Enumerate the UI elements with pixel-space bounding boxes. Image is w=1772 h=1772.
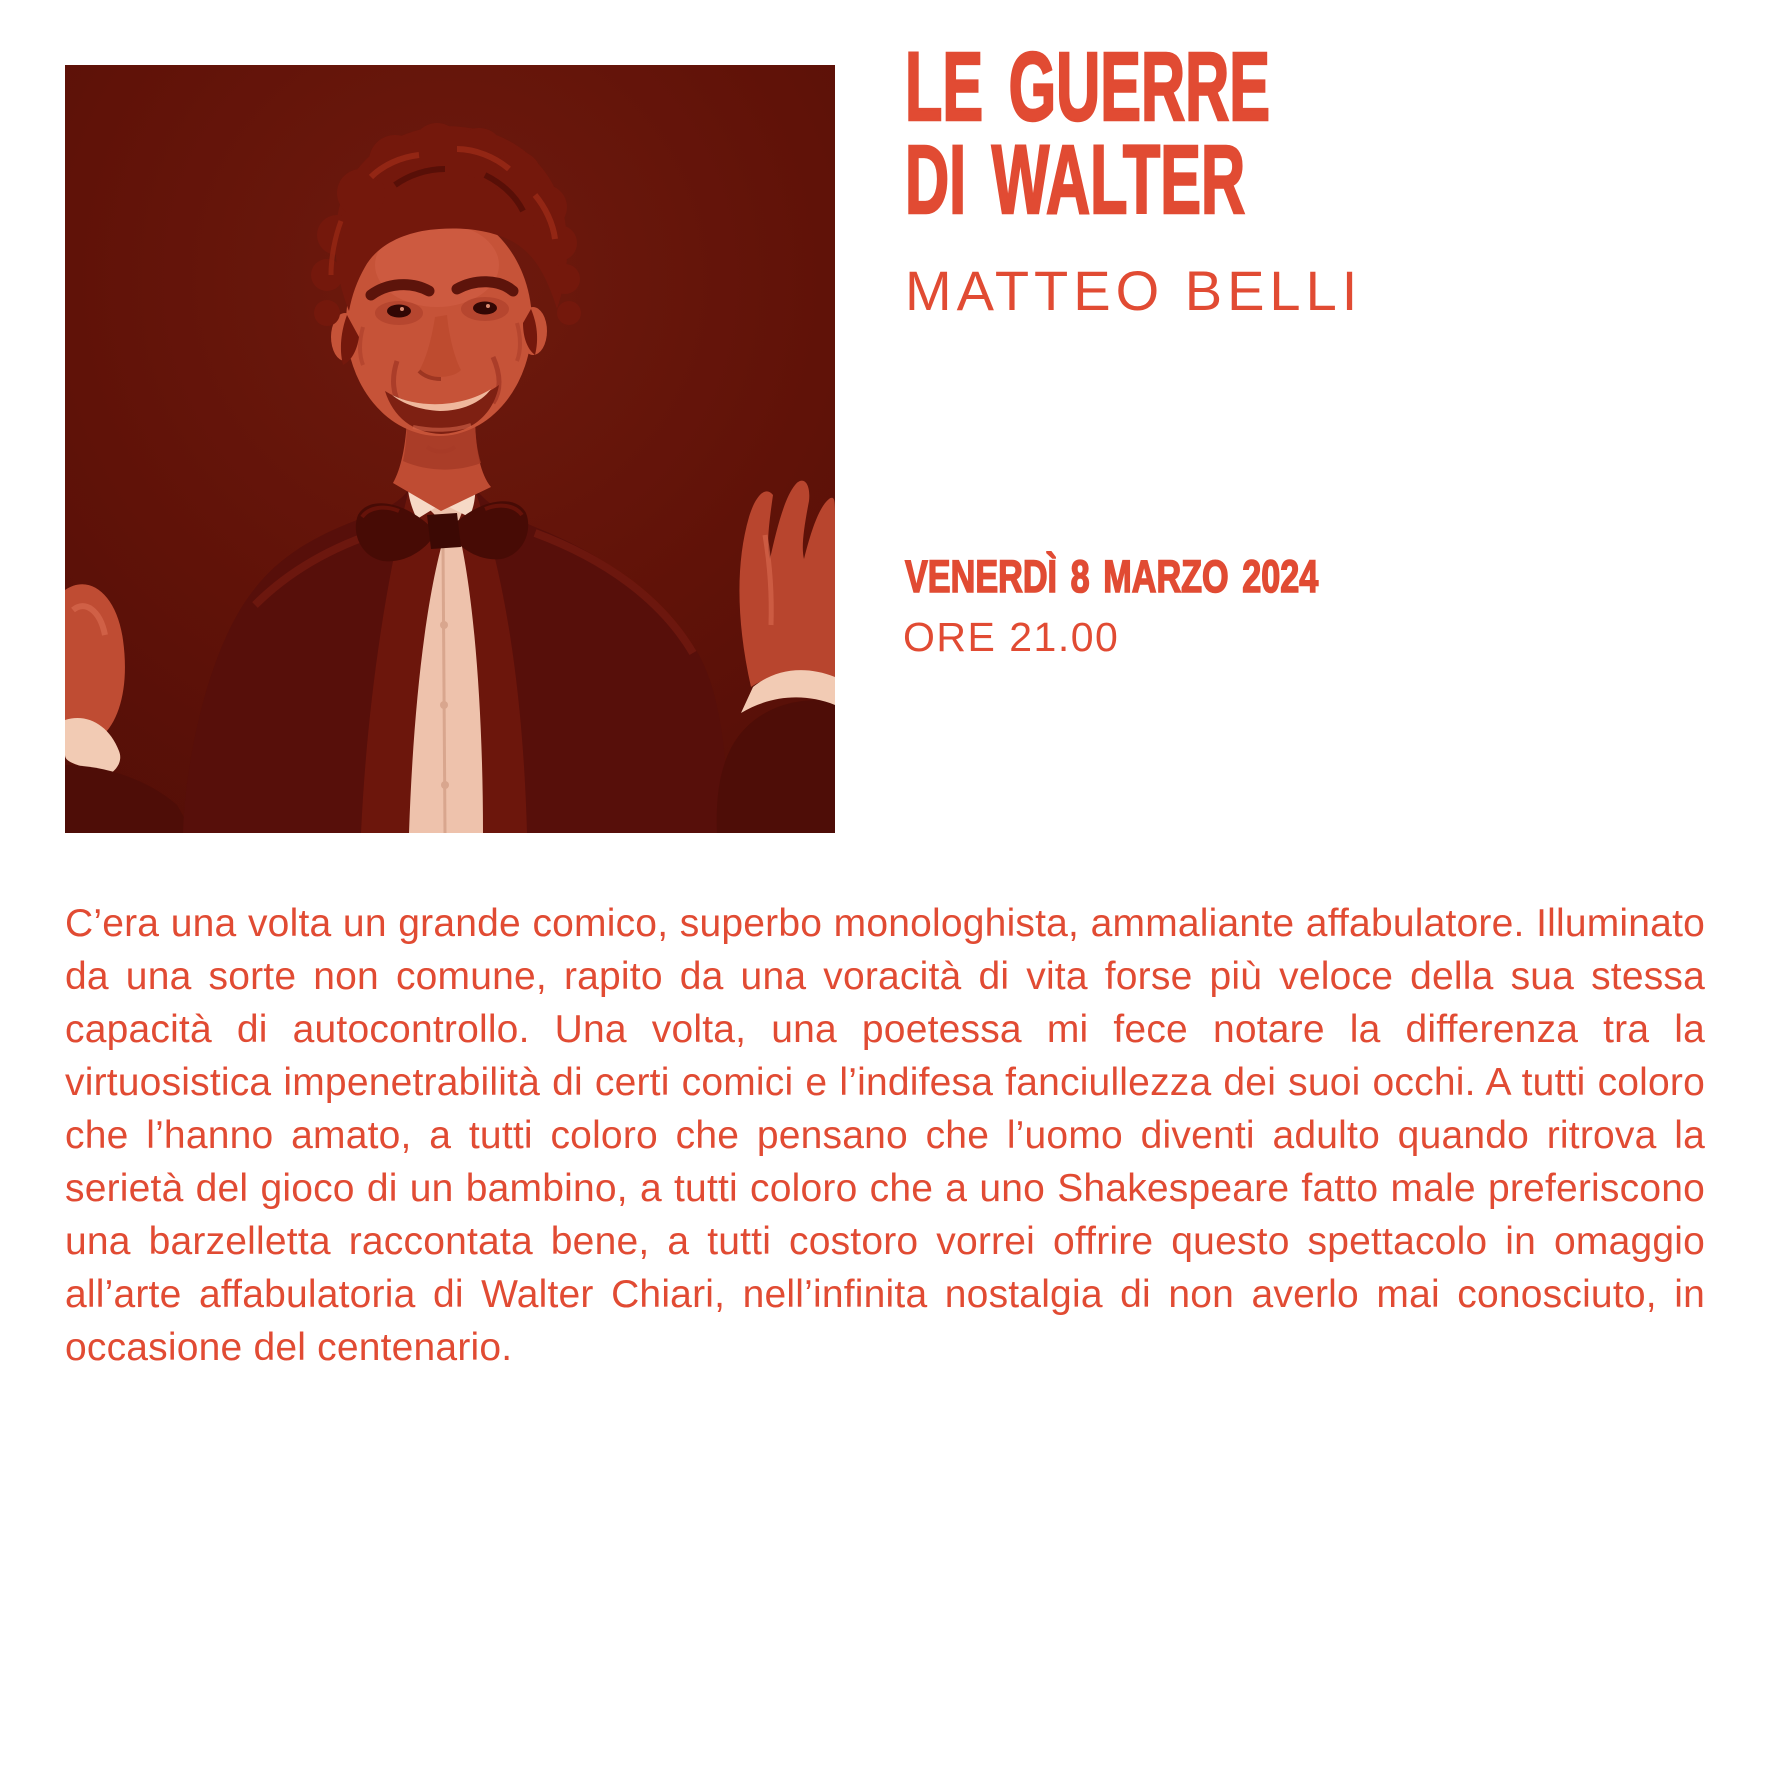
event-time: ORE 21.00 xyxy=(903,614,1120,660)
event-description: C’era una volta un grande comico, superbo monologhista, ammaliante affabulatore. Illuminato da una sorte non comune, rapito da una voracità di vita forse più veloce della sua stessa capacità di autocontrollo. Una volta, una poetessa mi fece notare la differenza tra la virtuosistica impenetrabilità di certi comici e l’indifesa fanciullezza dei suoi occhi. A tutti coloro che l’hanno amato, a tutti coloro che pensano che l’uomo diventi adulto quando ritrova la serietà del gioco di un bambino, a tutti coloro che a uno Shakespeare fatto male preferiscono una barzelletta raccontata bene, a tutti costoro vorrei offrire questo spettacolo in omaggio all’arte affabulatoria di Walter Chiari, nell’infinita nostalgia di non averlo mai conosciuto, in occasione del centenario. xyxy=(65,902,1705,1369)
event-title-line1: LE GUERRE xyxy=(905,32,1271,141)
event-photo xyxy=(65,65,835,833)
performer-name: MATTEO BELLI xyxy=(905,259,1363,322)
event-title-line2: DI WALTER xyxy=(905,125,1246,234)
event-date: VENERDÌ 8 MARZO 2024 xyxy=(905,551,1319,602)
event-title xyxy=(905,32,1484,234)
portrait-illustration xyxy=(65,65,835,833)
